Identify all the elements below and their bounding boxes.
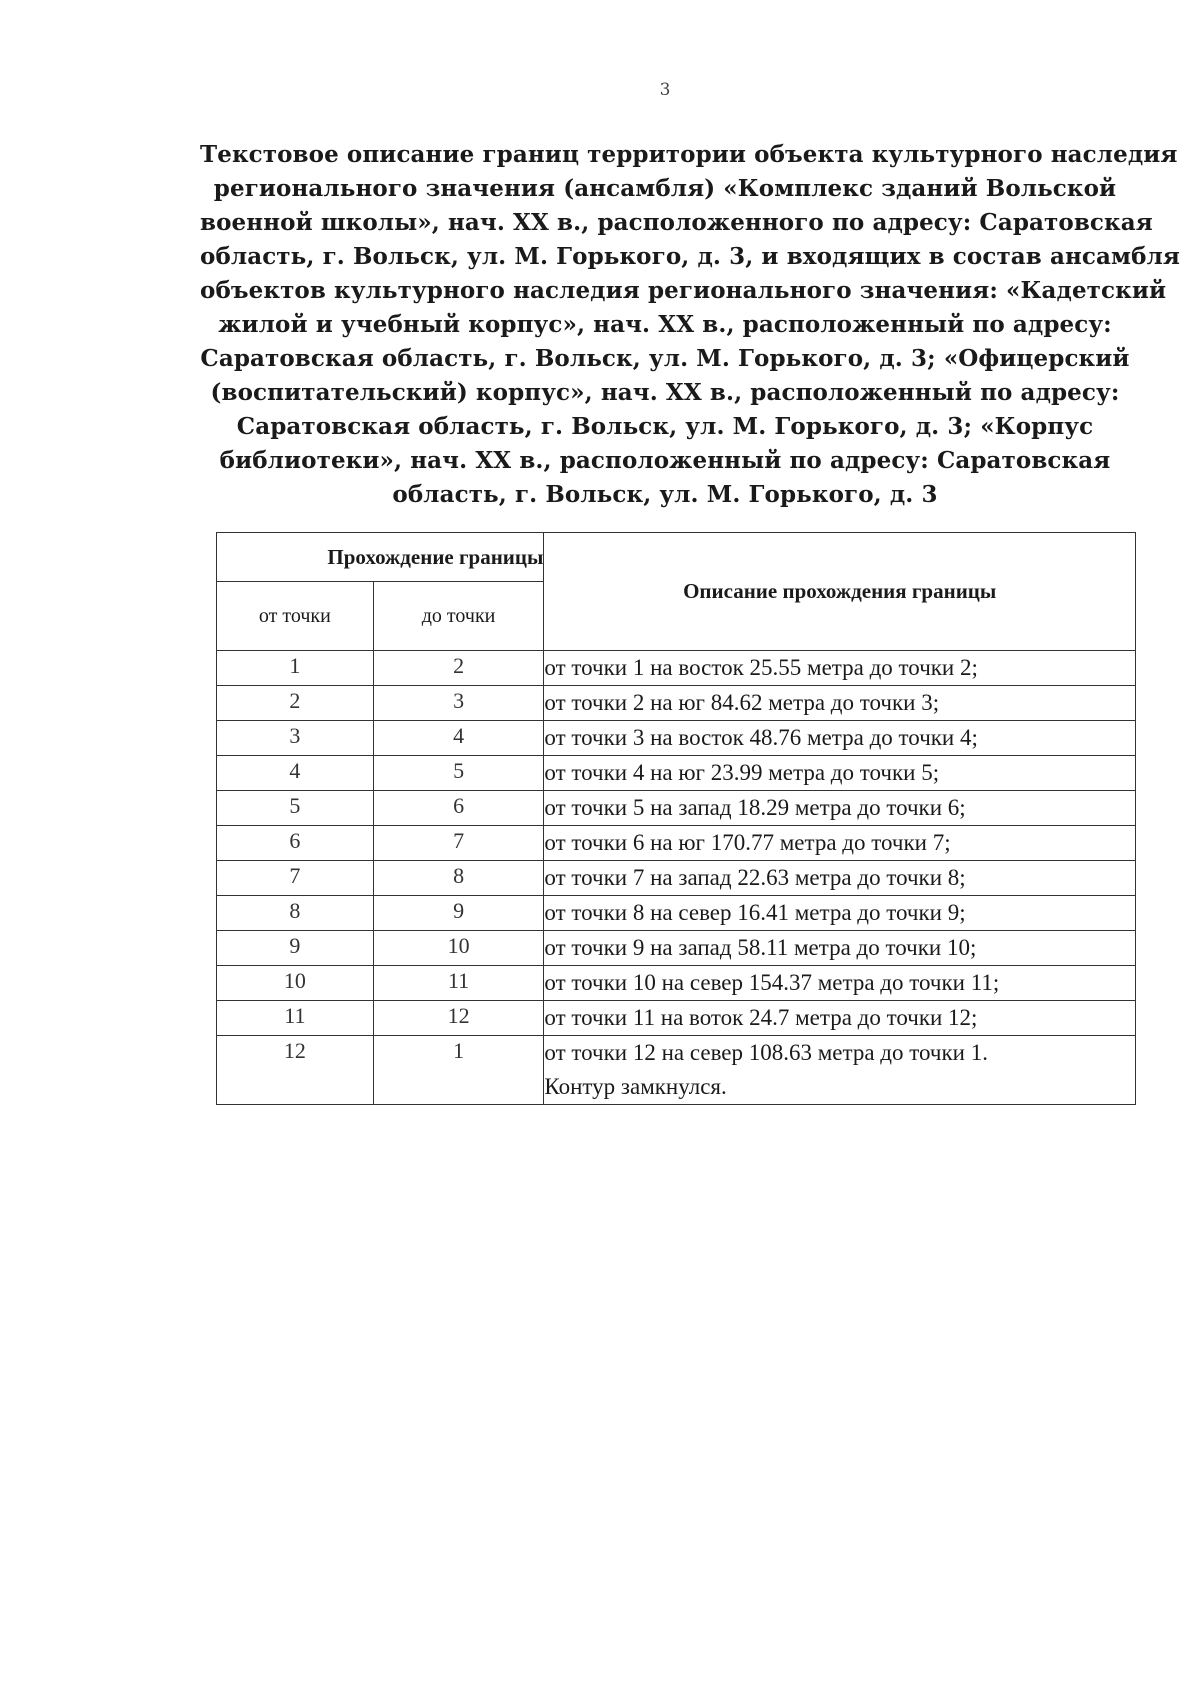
header-boundary-passage: Прохождение границы (217, 533, 544, 582)
cell-to: 7 (373, 826, 544, 861)
cell-to: 4 (373, 721, 544, 756)
cell-description: от точки 7 на запад 22.63 метра до точки 8; (544, 861, 1136, 896)
cell-description: от точки 5 на запад 18.29 метра до точки 6; (544, 791, 1136, 826)
cell-description: от точки 6 на юг 170.77 метра до точки 7; (544, 826, 1136, 861)
description-line: от точки 12 на север 108.63 метра до точки 1. (544, 1040, 988, 1065)
table-header-row (217, 533, 1136, 582)
cell-to: 3 (373, 686, 544, 721)
cell-description: от точки 9 на запад 58.11 метра до точки 10; (544, 931, 1136, 966)
title-line: область, г. Вольск, ул. М. Горького, д. 3, и входящих в состав ансамбля (200, 243, 1180, 270)
title-line: Текстовое описание границ территории объекта культурного наследия (200, 141, 1178, 168)
table-row (217, 686, 1136, 721)
cell-from: 7 (217, 861, 374, 896)
header-boundary-description: Описание прохождения границы (544, 533, 1136, 651)
table-row (217, 721, 1136, 756)
cell-from: 5 (217, 791, 374, 826)
cell-from: 8 (217, 896, 374, 931)
cell-description: от точки 3 на восток 48.76 метра до точки 4; (544, 721, 1136, 756)
table-row (217, 826, 1136, 861)
table-row (217, 931, 1136, 966)
cell-from: 4 (217, 756, 374, 791)
table-row (217, 756, 1136, 791)
table-row (217, 791, 1136, 826)
table-row (217, 896, 1136, 931)
cell-to: 9 (373, 896, 544, 931)
cell-to: 11 (373, 966, 544, 1001)
page-number: 3 (659, 80, 671, 100)
table-row (217, 1001, 1136, 1036)
title-line: Саратовская область, г. Вольск, ул. М. Горького, д. 3; «Офицерский (200, 345, 1130, 372)
boundary-table (216, 532, 1136, 1105)
table-row (217, 861, 1136, 896)
title-line: область, г. Вольск, ул. М. Горького, д. 3 (392, 481, 938, 508)
header-from-point: от точки (217, 582, 374, 651)
cell-description: от точки 10 на север 154.37 метра до точки 11; (544, 966, 1136, 1001)
title-line: библиотеки», нач. XX в., расположенный по адресу: Саратовская (219, 447, 1111, 474)
cell-to: 10 (373, 931, 544, 966)
cell-from: 1 (217, 651, 374, 686)
cell-to: 6 (373, 791, 544, 826)
title-line: (воспитательский) корпус», нач. XX в., расположенный по адресу: (210, 379, 1120, 406)
cell-from: 12 (217, 1036, 374, 1105)
title-line: Саратовская область, г. Вольск, ул. М. Горького, д. 3; «Корпус (236, 413, 1094, 440)
cell-to: 5 (373, 756, 544, 791)
cell-description: от точки 1 на восток 25.55 метра до точки 2; (544, 651, 1136, 686)
title-line: жилой и учебный корпус», нач. XX в., расположенный по адресу: (218, 311, 1112, 338)
cell-to: 2 (373, 651, 544, 686)
cell-from: 9 (217, 931, 374, 966)
header-to-point: до точки (373, 582, 544, 651)
cell-from: 11 (217, 1001, 374, 1036)
cell-from: 3 (217, 721, 374, 756)
cell-description: от точки 4 на юг 23.99 метра до точки 5; (544, 756, 1136, 791)
document-title (200, 138, 1180, 512)
cell-from: 10 (217, 966, 374, 1001)
cell-description: от точки 11 на воток 24.7 метра до точки 12; (544, 1001, 1136, 1036)
title-line: объектов культурного наследия регионального значения: «Кадетский (200, 277, 1167, 304)
table-row (217, 966, 1136, 1001)
cell-from: 6 (217, 826, 374, 861)
cell-to: 1 (373, 1036, 544, 1105)
cell-description: от точки 8 на север 16.41 метра до точки 9; (544, 896, 1136, 931)
cell-to: 12 (373, 1001, 544, 1036)
description-closing-note: Контур замкнулся. (544, 1074, 727, 1099)
cell-from: 2 (217, 686, 374, 721)
table-row (217, 1036, 1136, 1105)
cell-to: 8 (373, 861, 544, 896)
table-row (217, 651, 1136, 686)
title-line: регионального значения (ансамбля) «Комплекс зданий Вольской (213, 175, 1117, 202)
title-line: военной школы», нач. XX в., расположенного по адресу: Саратовская (200, 209, 1153, 236)
cell-description: от точки 2 на юг 84.62 метра до точки 3; (544, 686, 1136, 721)
cell-description (544, 1036, 1136, 1105)
